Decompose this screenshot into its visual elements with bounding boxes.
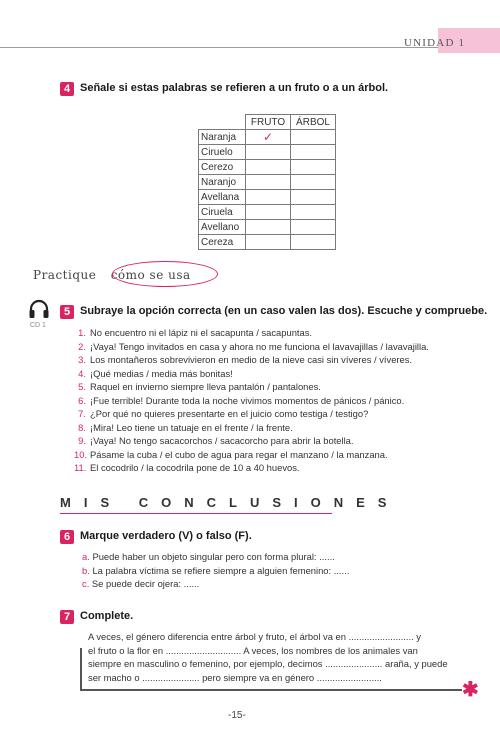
table-row <box>199 175 336 190</box>
word-cell: Ciruela <box>199 205 246 220</box>
page-number: -15- <box>228 710 246 721</box>
asterisk-icon: ✱ <box>462 679 479 701</box>
paragraph-line: A veces, el género diferencia entre árbol y fruto, el árbol va en ......................... y <box>88 631 421 642</box>
answer-cell[interactable] <box>291 145 336 160</box>
section-5-badge: 5 <box>60 305 74 319</box>
answer-cell[interactable] <box>246 160 291 175</box>
list-item: 7. ¿Por qué no quieres presentarte en el juicio como testiga / testigo? <box>78 408 369 419</box>
table-row <box>199 220 336 235</box>
conclusiones-underline <box>60 513 332 514</box>
answer-cell[interactable] <box>246 175 291 190</box>
word-cell: Ciruelo <box>199 145 246 160</box>
section-7-badge: 7 <box>60 610 74 624</box>
section-7-title: Complete. <box>80 610 134 622</box>
table-row <box>199 145 336 160</box>
list-item: 11. El cocodrilo / la cocodrila pone de 10 a 40 huevos. <box>74 462 300 473</box>
answer-cell[interactable] <box>246 205 291 220</box>
word-cell: Avellana <box>199 190 246 205</box>
fruit-tree-table <box>198 114 336 250</box>
answer-bracket-vertical <box>80 648 82 690</box>
unit-label: UNIDAD 1 <box>404 37 466 49</box>
table-row <box>199 235 336 250</box>
section-7-paragraph <box>88 630 448 684</box>
paragraph-line: siempre en masculino o femenino, por ejemplo, decimos ...................... araña, y puede <box>88 658 448 669</box>
audio-track-label: CD 1 <box>30 322 46 329</box>
list-item: 9. ¡Vaya! No tengo sacacorchos / sacacorcho para abrir la botella. <box>78 435 354 446</box>
answer-cell[interactable] <box>291 175 336 190</box>
word-cell: Naranjo <box>199 175 246 190</box>
answer-cell[interactable] <box>291 130 336 145</box>
headphones-icon <box>28 298 50 320</box>
word-cell: Cereza <box>199 235 246 250</box>
list-item: b. La palabra víctima se refiere siempre a alguien femenino: ...... <box>82 564 350 576</box>
table-row <box>199 130 336 145</box>
answer-cell[interactable] <box>246 145 291 160</box>
conclusiones-heading: MIS CONCLUSIONES <box>60 495 400 510</box>
practique-circle <box>112 261 218 287</box>
section-6-title: Marque verdadero (V) o falso (F). <box>80 530 252 542</box>
word-cell: Avellano <box>199 220 246 235</box>
list-item: 1. No encuentro ni el lápiz ni el sacapunta / sacapuntas. <box>78 327 313 338</box>
table-row <box>199 190 336 205</box>
word-cell: Cerezo <box>199 160 246 175</box>
answer-cell[interactable] <box>291 205 336 220</box>
column-header-arbol: ÁRBOL <box>291 115 336 130</box>
answer-cell[interactable] <box>246 190 291 205</box>
list-item: 3. Los montañeros sobrevivieron en medio de la nieve casi sin víveres / víveres. <box>78 354 413 365</box>
section-6-list <box>82 550 349 591</box>
answer-bracket-horizontal <box>80 689 462 691</box>
section-4-title: Señale si estas palabras se refieren a un fruto o a un árbol. <box>80 82 389 94</box>
list-item: 6. ¡Fue terrible! Durante toda la noche vivimos momentos de pánicos / pánico. <box>78 394 405 406</box>
list-item: a. Puede haber un objeto singular pero con forma plural: ...... <box>82 551 335 562</box>
answer-cell[interactable] <box>291 220 336 235</box>
practique-label: Practique <box>33 268 97 282</box>
list-item: 10. Pásame la cuba / el cubo de agua para regar el manzano / la manzana. <box>74 448 388 460</box>
answer-cell[interactable] <box>246 220 291 235</box>
answer-cell[interactable] <box>291 160 336 175</box>
answer-cell[interactable] <box>246 235 291 250</box>
section-5-title: Subraye la opción correcta (en un caso valen las dos). Escuche y compruebe. <box>80 305 488 317</box>
paragraph-line: el fruto o la flor en ............................. A veces, los nombres de los animales van <box>88 644 418 656</box>
word-cell: Naranja <box>199 130 246 145</box>
check-mark-icon: ✓ <box>246 130 291 145</box>
list-item: 4. ¡Qué medias / media más bonitas! <box>78 367 233 379</box>
practique-circled-label: cómo se usa <box>110 268 191 282</box>
list-item: 2. ¡Vaya! Tengo invitados en casa y ahora no me funciona el lavavajillas / lavavajilla. <box>78 340 429 352</box>
answer-cell[interactable] <box>291 235 336 250</box>
list-item: c. Se puede decir ojera: ...... <box>82 578 200 589</box>
table-row <box>199 160 336 175</box>
list-item: 8. ¡Mira! Leo tiene un tatuaje en el frente / la frente. <box>78 421 293 433</box>
table-row <box>199 205 336 220</box>
section-5-list <box>74 326 429 475</box>
section-6-badge: 6 <box>60 530 74 544</box>
section-4-badge: 4 <box>60 82 74 96</box>
list-item: 5. Raquel en invierno siempre lleva pantalón / pantalones. <box>78 381 321 392</box>
answer-cell[interactable] <box>291 190 336 205</box>
paragraph-line: ser macho o ...................... pero siempre va en género ......................... <box>88 671 382 683</box>
column-header-fruto: FRUTO <box>246 115 291 130</box>
